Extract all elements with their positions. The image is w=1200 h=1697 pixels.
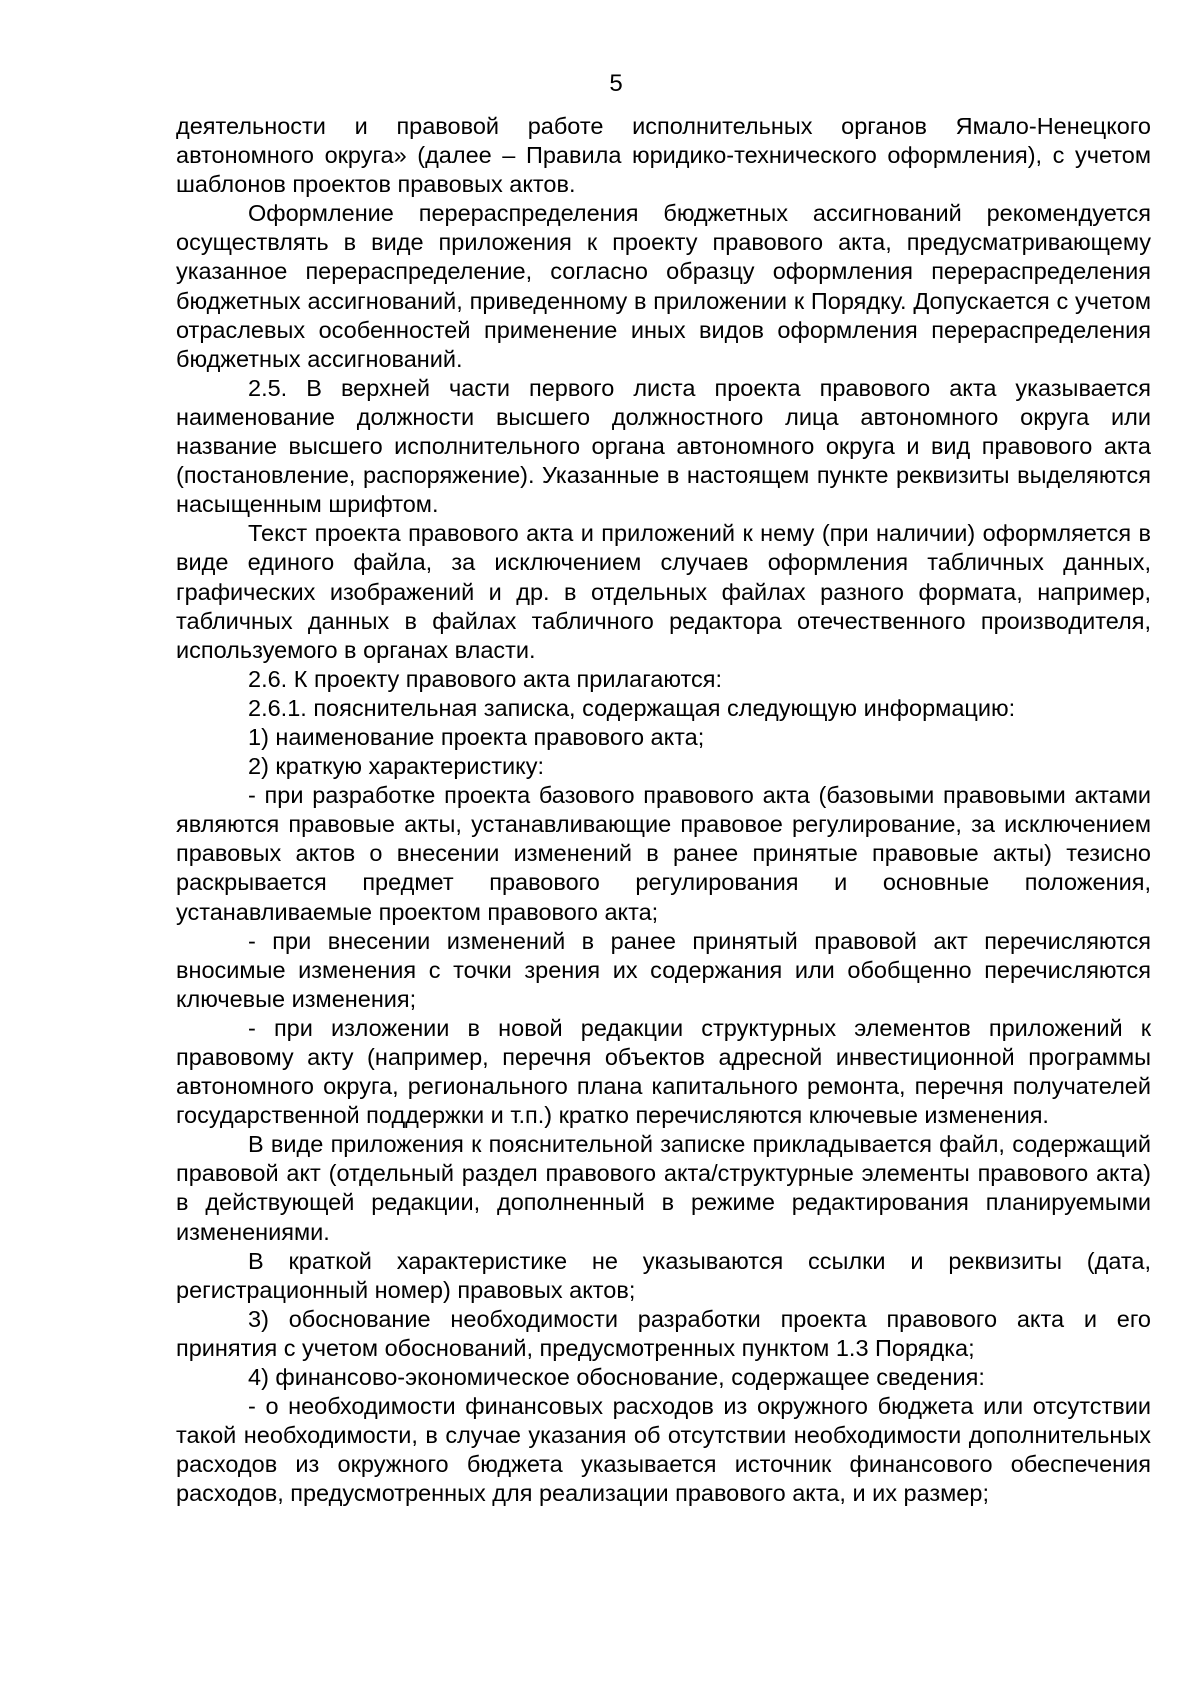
dash-item: - при изложении в новой редакции структурных элементов приложений к правовому акту (например, перечня объектов адресной инвестиционной программы автономного округа, регионального плана капитального ремонта, перечня получателей государственной поддержки и т.п.) кратко перечисляются ключевые изменения. xyxy=(176,1014,1151,1129)
paragraph: 2.6.1. пояснительная записка, содержащая следующую информацию: xyxy=(248,694,1016,721)
list-item: 1) наименование проекта правового акта; xyxy=(248,723,705,750)
paragraph: деятельности и правовой работе исполнительных органов Ямало-Ненецкого автономного округа» (далее – Правила юридико-технического оформления), с учетом шаблонов проектов правовых актов. xyxy=(176,113,1151,198)
paragraph: Текст проекта правового акта и приложений к нему (при наличии) оформляется в виде единого файла, за исключением случаев оформления табличных данных, графических изображений и др. в отдельных файлах разного формата, например, табличных данных в файлах табличного редактора отечественного производителя, используемого в органах власти. xyxy=(176,520,1151,663)
dash-item: - при внесении изменений в ранее принятый правовой акт перечисляются вносимые изменения с точки зрения их содержания или обобщенно перечисляются ключевые изменения; xyxy=(176,927,1151,1012)
dash-item: - о необходимости финансовых расходов из окружного бюджета или отсутствии такой необходимости, в случае указания об отсутствии необходимости дополнительных расходов из окружного бюджета указывается источник финансового обеспечения расходов, предусмотренных для реализации правового акта, и их размер; xyxy=(176,1393,1151,1507)
paragraph: Оформление перераспределения бюджетных ассигнований рекомендуется осуществлять в виде приложения к проекту правового акта, предусматривающему указанное перераспределение, согласно образцу оформления перераспределения бюджетных ассигнований, приведенному в приложении к Порядку. Допускается с учетом отраслевых особенностей применение иных видов оформления перераспределения бюджетных ассигнований. xyxy=(176,200,1151,372)
paragraph: 2.6. К проекту правового акта прилагаются: xyxy=(248,665,722,692)
list-item: 3) обоснование необходимости разработки проекта правового акта и его принятия с учетом обоснований, предусмотренных пунктом 1.3 Порядка; xyxy=(176,1305,1151,1361)
list-item: 4) финансово-экономическое обоснование, содержащее сведения: xyxy=(248,1364,985,1391)
paragraph: В краткой характеристике не указываются ссылки и реквизиты (дата, регистрационный номер) правовых актов; xyxy=(176,1247,1151,1303)
paragraph: 2.5. В верхней части первого листа проекта правового акта указывается наименование должности высшего должностного лица автономного округа или название высшего исполнительного органа автономного округа и вид правового акта (постановление, распоряжение). Указанные в настоящем пункте реквизиты выделяются насыщенным шрифтом. xyxy=(176,374,1151,518)
dash-item: - при разработке проекта базового правового акта (базовыми правовыми актами являются правовые акты, устанавливающие правовое регулирование, за исключением правовых актов о внесении изменений в ранее принятые правовые акты) тезисно раскрывается предмет правового регулирования и основные положения, устанавливаемые проектом правового акта; xyxy=(176,782,1151,925)
list-item: 2) краткую характеристику: xyxy=(248,753,545,780)
document-body xyxy=(176,112,1151,1509)
page-number: 5 xyxy=(609,70,623,97)
paragraph: В виде приложения к пояснительной записке прикладывается файл, содержащий правовой акт (отдельный раздел правового акта/структурные элементы правового акта) в действующей редакции, дополненный в режиме редактирования планируемыми изменениями. xyxy=(176,1131,1151,1245)
